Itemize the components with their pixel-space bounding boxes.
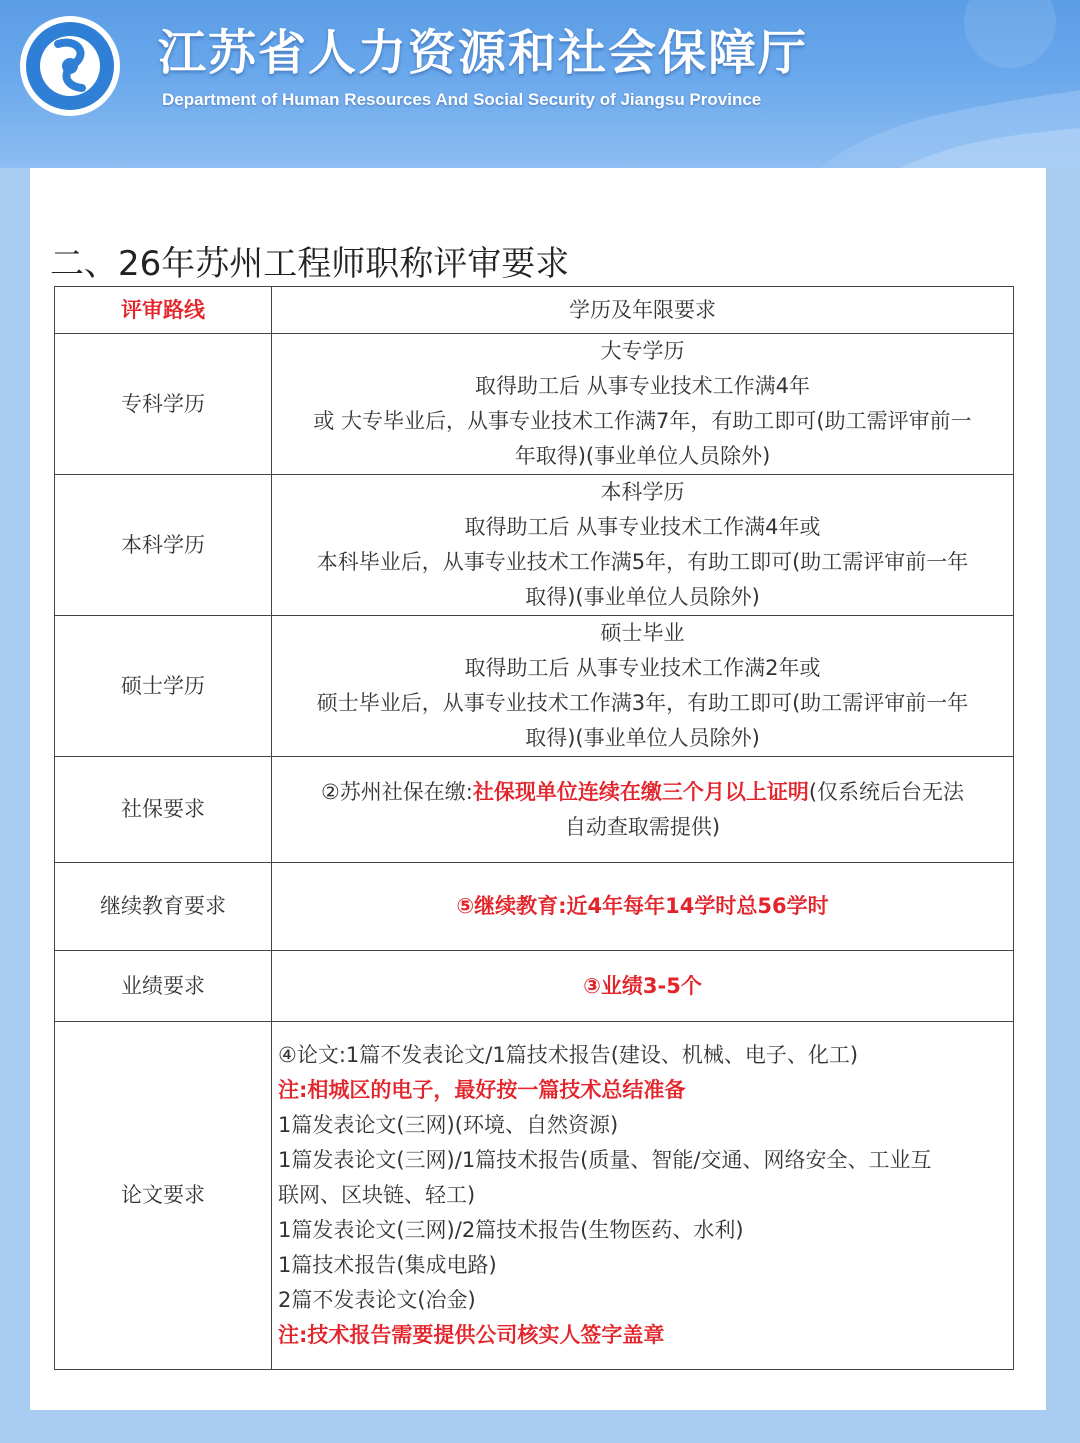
detail-note: 注:相城区的电子，最好按一篇技术总结准备 [278,1078,686,1102]
table-header-row [55,287,1014,334]
detail-line: 硕士毕业 [600,621,685,645]
row-label-shebao: 社保要求 [55,757,272,863]
detail-line: 取得)(事业单位人员除外) [525,585,760,609]
shebao-prefix: ②苏州社保在缴: [320,779,473,804]
row-detail-zhuanke [272,334,1014,475]
detail-line: 取得助工后 从事专业技术工作满2年或 [464,656,821,680]
detail-line: 本科学历 [600,480,685,504]
detail-line: 1篇发表论文(三网)/2篇技术报告(生物医药、水利) [278,1218,744,1242]
detail-line: 年取得)(事业单位人员除外) [514,444,771,468]
row-label-yeji: 业绩要求 [55,951,272,1022]
row-label-benke: 本科学历 [55,475,272,616]
row-detail-benke [272,475,1014,616]
table-row [55,951,1014,1022]
header-banner [0,0,1080,168]
detail-line: 自动查取需提供) [564,814,721,839]
detail-line [282,775,1003,810]
yeji-text: ③业绩3-5个 [583,973,702,998]
detail-line: 1篇技术报告(集成电路) [278,1253,497,1277]
jixu-text: ⑤继续教育:近4年每年14学时总56学时 [456,894,829,918]
table-row [55,475,1014,616]
detail-line: 取得助工后 从事专业技术工作满4年或 [464,515,821,539]
detail-note: 注:技术报告需要提供公司核实人签字盖章 [278,1323,665,1347]
shebao-suffix: (仅系统后台无法 [808,779,965,804]
requirements-table [54,286,1014,1370]
table-row [55,616,1014,757]
header-route: 评审路线 [55,287,272,334]
table-row [55,863,1014,951]
row-label-jixu: 继续教育要求 [55,863,272,951]
content-card [30,168,1046,1410]
row-label-lunwen: 论文要求 [55,1022,272,1370]
detail-line: 硕士毕业后，从事专业技术工作满3年，有助工即可(助工需评审前一年 [316,691,969,715]
table-row [55,757,1014,863]
detail-line: 1篇发表论文(三网)(环境、自然资源) [278,1113,619,1137]
table-row [55,1022,1014,1370]
row-detail-shuoshi [272,616,1014,757]
detail-line: 2篇不发表论文(冶金) [278,1288,476,1312]
row-detail-yeji [272,951,1014,1022]
banner-title-cn: 江苏省人力资源和社会保障厅 [158,25,809,81]
section-title: 二、26年苏州工程师职称评审要求 [50,244,570,284]
row-detail-lunwen [272,1022,1014,1370]
detail-line: 1篇发表论文(三网)/1篇技术报告(质量、智能/交通、网络安全、工业互 [278,1148,932,1172]
detail-line: 本科毕业后，从事专业技术工作满5年，有助工即可(助工需评审前一年 [316,550,969,574]
detail-line: ④论文:1篇不发表论文/1篇技术报告(建设、机械、电子、化工) [278,1043,859,1067]
row-detail-shebao [272,757,1014,863]
banner-title-en: Department of Human Resources And Social Security of Jiangsu Province [162,90,762,109]
detail-line: 或 大专毕业后，从事专业技术工作满7年，有助工即可(助工需评审前一 [313,409,972,433]
row-label-zhuanke: 专科学历 [55,334,272,475]
detail-line: 联网、区块链、轻工) [278,1183,476,1207]
header-requirements: 学历及年限要求 [272,287,1014,334]
detail-line: 取得助工后 从事专业技术工作满4年 [474,374,811,398]
shebao-highlight: 社保现单位连续在缴三个月以上证明 [472,779,809,804]
row-label-shuoshi: 硕士学历 [55,616,272,757]
detail-line: 大专学历 [600,339,685,363]
table-row [55,334,1014,475]
row-detail-jixu [272,863,1014,951]
detail-line: 取得)(事业单位人员除外) [525,726,760,750]
jiangsu-hrss-emblem-icon [18,14,122,118]
